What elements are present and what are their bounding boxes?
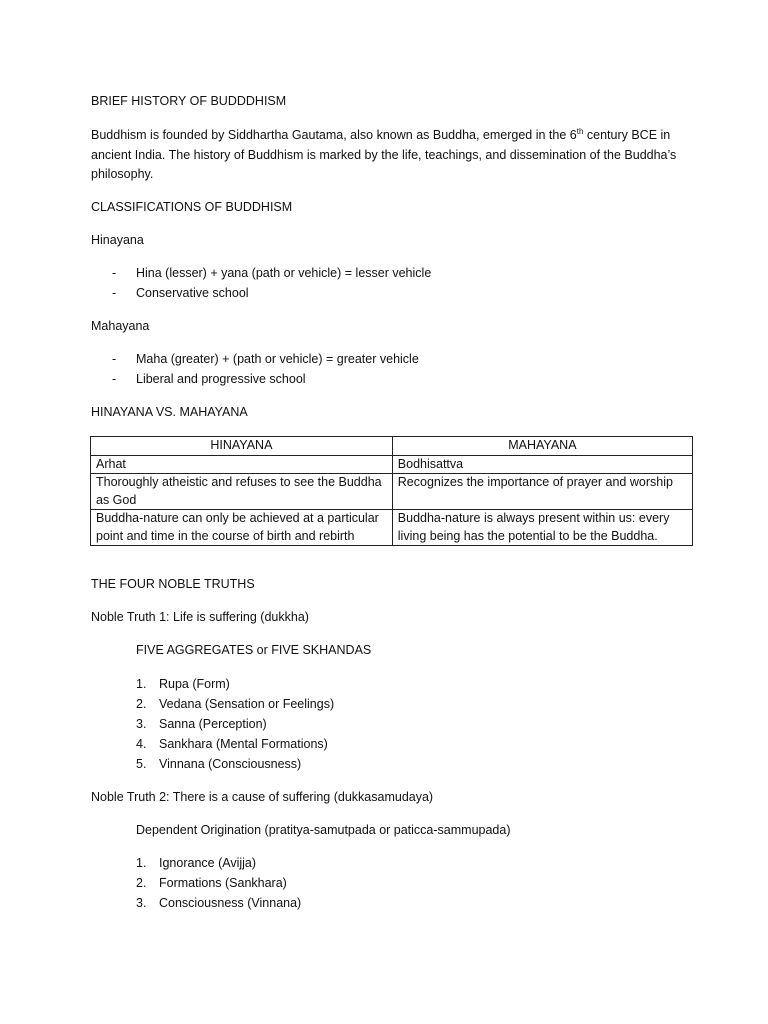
- table-header-row: [91, 437, 693, 456]
- list-item-text: Ignorance (Avijja): [159, 856, 257, 870]
- list-item-text: Formations (Sankhara): [159, 876, 287, 890]
- table-cell: Bodhisattva: [392, 455, 692, 474]
- comparison-heading: HINAYANA VS. MAHAYANA: [91, 405, 248, 419]
- hinayana-heading: Hinayana: [91, 233, 144, 247]
- document-title: BRIEF HISTORY OF BUDDDHISM: [91, 94, 287, 108]
- table-row: [91, 474, 693, 510]
- bullet-dash: -: [112, 266, 117, 280]
- table-cell: Arhat: [91, 455, 393, 474]
- mahayana-item-text: Liberal and progressive school: [136, 372, 306, 386]
- list-number: 1.: [136, 856, 147, 870]
- truth2-heading: Noble Truth 2: There is a cause of suffering (dukkasamudaya): [91, 790, 434, 804]
- intro-paragraph: [91, 126, 691, 185]
- comparison-table: [90, 436, 693, 546]
- list-item-text: Vinnana (Consciousness): [159, 757, 302, 771]
- list-number: 1.: [136, 677, 147, 691]
- table-cell: Buddha-nature is always present within us: every living being has the potential to be the Buddha.: [392, 510, 692, 546]
- hinayana-item-text: Hina (lesser) + yana (path or vehicle) = lesser vehicle: [136, 266, 432, 280]
- list-number: 3.: [136, 896, 147, 910]
- bullet-dash: -: [112, 352, 117, 366]
- list-item-text: Consciousness (Vinnana): [159, 896, 302, 910]
- mahayana-item-text: Maha (greater) + (path or vehicle) = greater vehicle: [136, 352, 419, 366]
- intro-superscript: th: [576, 126, 584, 136]
- bullet-dash: -: [112, 372, 117, 386]
- list-number: 5.: [136, 757, 147, 771]
- mahayana-heading: Mahayana: [91, 319, 150, 333]
- table-cell: Thoroughly atheistic and refuses to see the Buddha as God: [91, 474, 393, 510]
- truth2-subheading: Dependent Origination (pratitya-samutpada or paticca-sammupada): [136, 823, 511, 837]
- list-number: 4.: [136, 737, 147, 751]
- list-item-text: Vedana (Sensation or Feelings): [159, 697, 335, 711]
- table-cell: Recognizes the importance of prayer and worship: [392, 474, 692, 510]
- bullet-dash: -: [112, 286, 117, 300]
- list-item-text: Sanna (Perception): [159, 717, 267, 731]
- table-row: [91, 510, 693, 546]
- noble-truths-heading: THE FOUR NOBLE TRUTHS: [91, 577, 255, 591]
- hinayana-item-text: Conservative school: [136, 286, 249, 300]
- list-number: 2.: [136, 697, 147, 711]
- table-header-cell: HINAYANA: [91, 437, 393, 456]
- truth1-subheading: FIVE AGGREGATES or FIVE SKHANDAS: [136, 643, 372, 657]
- list-number: 2.: [136, 876, 147, 890]
- classifications-heading: CLASSIFICATIONS OF BUDDHISM: [91, 200, 293, 214]
- table-header-cell: MAHAYANA: [392, 437, 692, 456]
- intro-text-start: Buddhism is founded by Siddhartha Gautama, also known as Buddha, emerged in the 6: [91, 128, 577, 142]
- list-number: 3.: [136, 717, 147, 731]
- table-cell: Buddha-nature can only be achieved at a particular point and time in the course of birth and rebirth: [91, 510, 393, 546]
- intro-text-end: century BCE in ancient India. The history of Buddhism is marked by the life, teachings, and dissemination of the Buddha’s philosophy.: [91, 128, 677, 181]
- truth1-heading: Noble Truth 1: Life is suffering (dukkha): [91, 610, 309, 624]
- list-item-text: Sankhara (Mental Formations): [159, 737, 328, 751]
- list-item-text: Rupa (Form): [159, 677, 230, 691]
- table-row: [91, 455, 693, 474]
